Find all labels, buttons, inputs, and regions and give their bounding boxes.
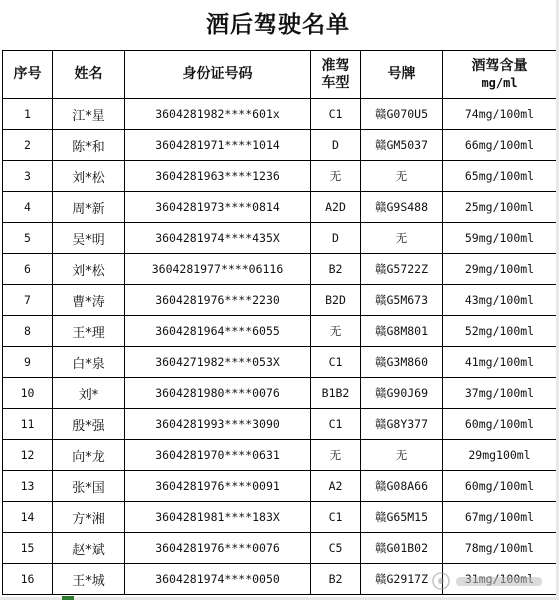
table-row (3, 502, 557, 533)
table-row (3, 533, 557, 564)
table-row (3, 409, 557, 440)
cell-alcohol[interactable]: 78mg/100ml (443, 533, 557, 564)
cell-name[interactable]: 周*新 (53, 192, 125, 223)
cell-id-number[interactable]: 3604281980****0076 (125, 378, 311, 409)
table-row (3, 378, 557, 409)
cell-vehicle-type[interactable]: C1 (311, 502, 361, 533)
cell-index[interactable]: 13 (3, 471, 53, 502)
cell-id-number[interactable]: 3604281974****0050 (125, 564, 311, 595)
header-alcohol-line2: mg/ml (481, 75, 518, 90)
cell-index[interactable]: 8 (3, 316, 53, 347)
cell-vehicle-type[interactable]: 无 (311, 316, 361, 347)
cell-name[interactable]: 曹*涛 (53, 285, 125, 316)
cell-plate[interactable]: 赣G5M673 (361, 285, 443, 316)
cell-name[interactable]: 吴*明 (53, 223, 125, 254)
cell-plate[interactable]: 无 (361, 223, 443, 254)
header-plate[interactable]: 号牌 (361, 51, 443, 99)
cell-id-number[interactable]: 3604281974****435X (125, 223, 311, 254)
cell-alcohol[interactable]: 60mg/100ml (443, 409, 557, 440)
cell-vehicle-type[interactable]: B2D (311, 285, 361, 316)
cell-alcohol[interactable]: 65mg/100ml (443, 161, 557, 192)
table-row (3, 254, 557, 285)
cell-index[interactable]: 1 (3, 99, 53, 130)
cell-plate[interactable]: 赣G3M860 (361, 347, 443, 378)
cell-index[interactable]: 5 (3, 223, 53, 254)
cell-vehicle-type[interactable]: B2 (311, 564, 361, 595)
table-row (3, 192, 557, 223)
cell-index[interactable]: 10 (3, 378, 53, 409)
table-row (3, 347, 557, 378)
cell-id-number[interactable]: 3604281976****2230 (125, 285, 311, 316)
header-name[interactable]: 姓名 (53, 51, 125, 99)
cell-id-number[interactable]: 3604271982****053X (125, 347, 311, 378)
cell-alcohol[interactable]: 52mg/100ml (443, 316, 557, 347)
cell-id-number[interactable]: 3604281964****6055 (125, 316, 311, 347)
cell-plate[interactable]: 赣G8M801 (361, 316, 443, 347)
cell-index[interactable]: 2 (3, 130, 53, 161)
cell-id-number[interactable]: 3604281977****06116 (125, 254, 311, 285)
cell-plate[interactable]: 无 (361, 161, 443, 192)
cell-name[interactable]: 殷*强 (53, 409, 125, 440)
cell-plate[interactable]: 赣G08A66 (361, 471, 443, 502)
cell-name[interactable]: 陈*和 (53, 130, 125, 161)
cell-plate[interactable]: 赣G070U5 (361, 99, 443, 130)
header-id-number[interactable]: 身份证号码 (125, 51, 311, 99)
header-vehicle-type-line1: 准驾 (321, 57, 350, 74)
cell-index[interactable]: 3 (3, 161, 53, 192)
cell-plate[interactable]: 赣G2917Z (361, 564, 443, 595)
cell-index[interactable]: 4 (3, 192, 53, 223)
cell-plate[interactable]: 赣GM5037 (361, 130, 443, 161)
cell-index[interactable]: 15 (3, 533, 53, 564)
cell-name[interactable]: 张*国 (53, 471, 125, 502)
cell-id-number[interactable]: 3604281976****0076 (125, 533, 311, 564)
cell-id-number[interactable]: 3604281970****0631 (125, 440, 311, 471)
cell-index[interactable]: 7 (3, 285, 53, 316)
cell-alcohol[interactable]: 37mg/100ml (443, 378, 557, 409)
table-row (3, 471, 557, 502)
cell-plate[interactable]: 赣G90J69 (361, 378, 443, 409)
cell-alcohol[interactable]: 59mg/100ml (443, 223, 557, 254)
table-row (3, 440, 557, 471)
cell-id-number[interactable]: 3604281976****0091 (125, 471, 311, 502)
cell-id-number[interactable]: 3604281963****1236 (125, 161, 311, 192)
cell-alcohol[interactable]: 43mg/100ml (443, 285, 557, 316)
table-row (3, 223, 557, 254)
cell-index[interactable]: 12 (3, 440, 53, 471)
cell-name[interactable]: 赵*斌 (53, 533, 125, 564)
header-vehicle-type-line2: 车型 (321, 74, 350, 91)
cell-vehicle-type[interactable]: D (311, 223, 361, 254)
cell-name[interactable]: 刘*松 (53, 161, 125, 192)
cell-plate[interactable]: 赣G9S488 (361, 192, 443, 223)
cell-name[interactable]: 白*泉 (53, 347, 125, 378)
cell-name[interactable]: 王*城 (53, 564, 125, 595)
cell-vehicle-type[interactable]: C1 (311, 99, 361, 130)
cell-vehicle-type[interactable]: B1B2 (311, 378, 361, 409)
cell-alcohol[interactable]: 41mg/100ml (443, 347, 557, 378)
cell-index[interactable]: 9 (3, 347, 53, 378)
cell-vehicle-type[interactable]: B2 (311, 254, 361, 285)
cell-id-number[interactable]: 3604281971****1014 (125, 130, 311, 161)
cell-id-number[interactable]: 3604281993****3090 (125, 409, 311, 440)
header-alcohol-line1: 酒驾含量 (471, 57, 528, 74)
table-row (3, 316, 557, 347)
table-row (3, 130, 557, 161)
cell-alcohol[interactable]: 25mg/100ml (443, 192, 557, 223)
cell-id-number[interactable]: 3604281973****0814 (125, 192, 311, 223)
cell-plate[interactable]: 赣G8Y377 (361, 409, 443, 440)
cell-plate[interactable]: 赣G65M15 (361, 502, 443, 533)
cell-vehicle-type[interactable]: 无 (311, 161, 361, 192)
cell-vehicle-type[interactable]: D (311, 130, 361, 161)
cell-vehicle-type[interactable]: C1 (311, 409, 361, 440)
sheet-tab-marker[interactable] (62, 596, 74, 600)
cell-vehicle-type[interactable]: A2 (311, 471, 361, 502)
cell-plate[interactable]: 无 (361, 440, 443, 471)
header-vehicle-type[interactable] (311, 51, 361, 99)
cell-alcohol[interactable]: 60mg/100ml (443, 471, 557, 502)
header-row (3, 51, 557, 99)
header-alcohol[interactable] (443, 51, 557, 99)
cell-alcohol[interactable]: 29mg/100ml (443, 254, 557, 285)
cell-alcohol[interactable]: 29mg100ml (443, 440, 557, 471)
cell-name[interactable]: 江*星 (53, 99, 125, 130)
header-index[interactable]: 序号 (3, 51, 53, 99)
drunk-driving-table (2, 50, 557, 595)
cell-id-number[interactable]: 3604281982****601x (125, 99, 311, 130)
cell-alcohol[interactable]: 67mg/100ml (443, 502, 557, 533)
cell-id-number[interactable]: 3604281981****183X (125, 502, 311, 533)
cell-vehicle-type[interactable]: C5 (311, 533, 361, 564)
cell-plate[interactable]: 赣G5722Z (361, 254, 443, 285)
table-row (3, 161, 557, 192)
cell-name[interactable]: 刘*松 (53, 254, 125, 285)
cell-vehicle-type[interactable]: C1 (311, 347, 361, 378)
cell-vehicle-type[interactable]: 无 (311, 440, 361, 471)
cell-alcohol[interactable]: 66mg/100ml (443, 130, 557, 161)
cell-name[interactable]: 方*湘 (53, 502, 125, 533)
cell-index[interactable]: 6 (3, 254, 53, 285)
cell-index[interactable]: 11 (3, 409, 53, 440)
cell-plate[interactable]: 赣G01B02 (361, 533, 443, 564)
cell-index[interactable]: 16 (3, 564, 53, 595)
page-title: 酒后驾驶名单 (206, 12, 350, 38)
cell-name[interactable]: 王*理 (53, 316, 125, 347)
cell-vehicle-type[interactable]: A2D (311, 192, 361, 223)
cell-name[interactable]: 刘* (53, 378, 125, 409)
cell-name[interactable]: 向*龙 (53, 440, 125, 471)
watermark-logo (430, 568, 550, 594)
table-row (3, 285, 557, 316)
table-body (3, 99, 557, 595)
cell-index[interactable]: 14 (3, 502, 53, 533)
cell-alcohol[interactable]: 74mg/100ml (443, 99, 557, 130)
table-row (3, 99, 557, 130)
